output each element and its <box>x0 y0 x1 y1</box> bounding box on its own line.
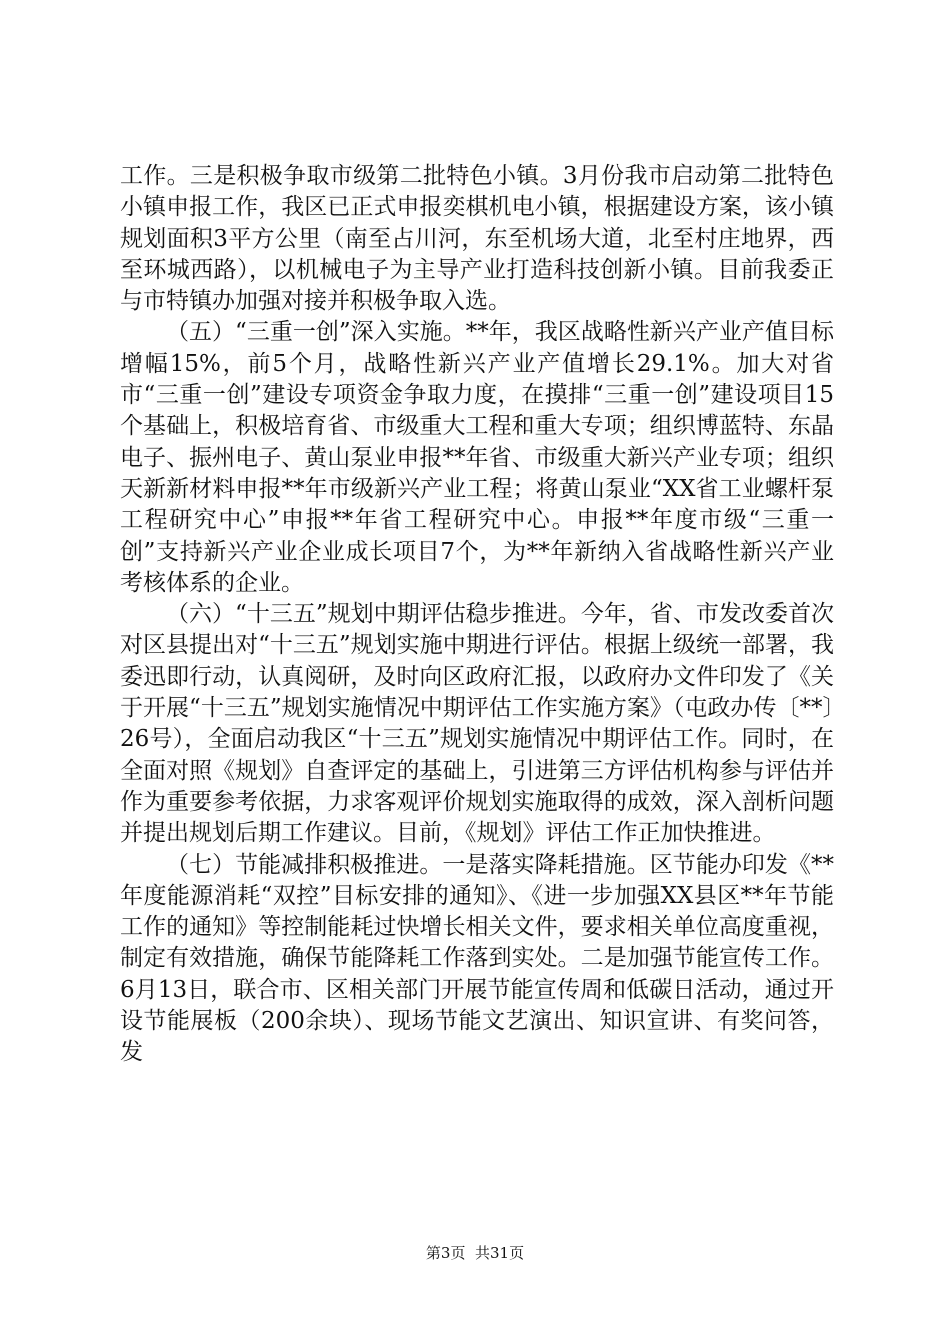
document-body <box>120 161 834 1069</box>
paragraph-4: （七）节能减排积极推进。一是落实降耗措施。区节能办印发《**年度能源消耗“双控”目标安排的通知》、《进一步加强XX县区**年节能工作的通知》等控制能耗过快增长相关文件，要求相关单位高度重视，制定有效措施，确保节能降耗工作落到实处。二是加强节能宣传工作。6月13日，联合市、区相关部门开展节能宣传周和低碳日活动，通过开设节能展板（200余块）、现场节能文艺演出、知识宣讲、有奖问答，发 <box>120 851 834 1066</box>
paragraph-1: 工作。三是积极争取市级第二批特色小镇。3月份我市启动第二批特色小镇申报工作，我区已正式申报奕棋机电小镇，根据建设方案，该小镇规划面积3平方公里（南至占川河，东至机场大道，北至村庄地界，西至环城西路），以机械电子为主导产业打造科技创新小镇。目前我委正与市特镇办加强对接并积极争取入选。 <box>120 163 834 315</box>
page-footer: 第3页 共31页 <box>425 1244 525 1262</box>
paragraph-3: （六）“十三五”规划中期评估稳步推进。今年，省、市发改委首次对区县提出对“十三五”规划实施中期进行评估。根据上级统一部署，我委迅即行动，认真阅研，及时向区政府汇报，以政府办文件印发了《关于开展“十三五”规划实施情况中期评估工作实施方案》（屯政办传〔**〕26号），全面启动我区“十三五”规划实施情况中期评估工作。同时，在全面对照《规划》自查评定的基础上，引进第三方评估机构参与评估并作为重要参考依据，力求客观评价规划实施取得的成效，深入剖析问题并提出规划后期工作建议。目前，《规划》评估工作正加快推进。 <box>120 601 834 847</box>
paragraph-2: （五）“三重一创”深入实施。**年，我区战略性新兴产业产值目标增幅15%，前5个月，战略性新兴产业产值增长29.1%。加大对省市“三重一创”建设专项资金争取力度，在摸排“三重一创”建设项目15个基础上，积极培育省、市级重大工程和重大专项；组织博蓝特、东晶电子、振州电子、黄山泵业申报**年省、市级重大新兴产业专项；组织天新新材料申报**年市级新兴产业工程；将黄山泵业“XX省工业螺杆泵工程研究中心”申报**年省工程研究中心。申报**年度市级“三重一创”支持新兴产业企业成长项目7个，为**年新纳入省战略性新兴产业考核体系的企业。 <box>120 319 834 596</box>
